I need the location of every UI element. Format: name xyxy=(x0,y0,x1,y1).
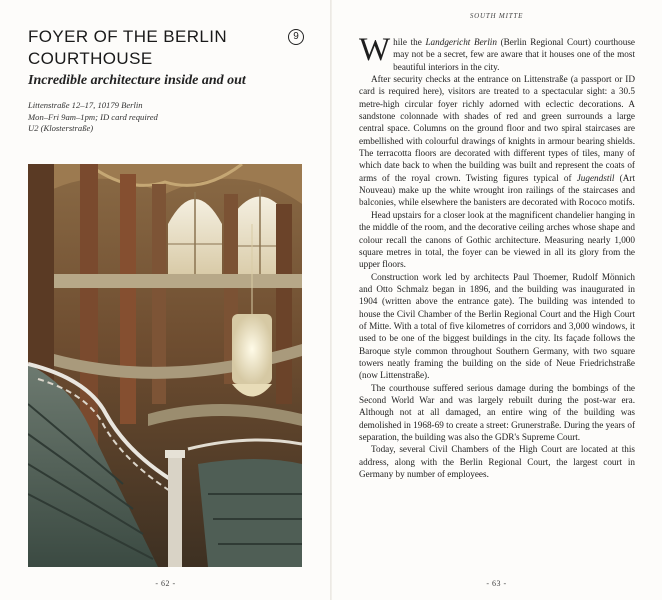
opening-hours-line: Mon–Fri 9am–1pm; ID card required xyxy=(28,111,158,122)
paragraph-5: The courthouse suffered serious damage during the bombings of the Second World War and was largely rebuilt during the post-war era. Although not at all damaged, an entire wing of the building was demolished in 1968-69 to create a street: Grunerstraße. During the years of separation, the building was also the GDR's Supreme Court. xyxy=(359,382,635,442)
transport-line: U2 (Klosterstraße) xyxy=(28,123,94,134)
article-body xyxy=(359,32,635,480)
right-page xyxy=(331,0,662,600)
paragraph-4: Construction work led by architects Paul Thoemer, Rudolf Mönnich and Otto Schmalz began in 1896, and the building was inaugurated in 1904 (written above the entrance gate). The building was intended to house the Civil Chamber of the Berlin Regional Court and the High Court of Mitte. With a total of five kilometres of corridors and 3,000 windows, it used to be one of the biggest buildings in the city. Its façade follows the Baroque style common throughout Southern Germany, with two square towers neatly framing the building on the side of Neue Friedrichstraße (now Littenstraße). xyxy=(359,271,635,381)
page-number-left: - 62 - xyxy=(155,579,176,588)
page-number-right: - 63 - xyxy=(486,579,507,588)
paragraph-3: Head upstairs for a closer look at the magnificent chandelier hanging in the middle of the room, and the decorative ceiling arches whose shape and colour recall the canons of Gothic architecture. Measuring nearly 1,000 square metres in total, the foyer can be viewed in all its glory from the upper floors. xyxy=(359,209,635,270)
paragraph-1: While the Landgericht Berlin (Berlin Regional Court) courthouse may not be a secret, few are aware that it houses one of the most beautiful interiors in the city. xyxy=(359,32,635,72)
practical-details xyxy=(28,100,308,135)
paragraph-6: Today, several Civil Chambers of the High Court are located at this address, along with the Berlin Regional Court, the largest court in Germany by number of employees. xyxy=(359,444,635,480)
running-head: SOUTH MITTE xyxy=(469,12,524,20)
entry-subtitle: Incredible architecture inside and out xyxy=(28,73,246,88)
drop-cap: W xyxy=(359,32,391,68)
address-line: Littenstraße 12–17, 10179 Berlin xyxy=(28,100,143,110)
foyer-photo xyxy=(28,164,302,567)
entry-title: FOYER OF THE BERLIN COURTHOUSE xyxy=(28,27,228,68)
entry-number-badge: 9 xyxy=(288,29,304,45)
paragraph-2: After security checks at the entrance on Littenstraße (a passport or ID card is required here), visitors are treated to a spectacular sight: a 30.5 metre-high circular foyer richly adorned with eclectic decorations. A sandstone colonnade with shades of red and green surrounds a large central space. Columns on the ground floor and two spiral staircases are embellished with colourful drawings of knights in armour bearing shields. The terracotta floors are decorated with different types of tiles, many of which date back to when the building was built and represent the coats of arms of the royal crown. Twisting figures typical of Jugendstil (Art Nouveau) make up the white wrought iron railings of the staircases and balconies, while elsewhere the banisters are decorated with Rococo motifs. xyxy=(359,74,635,208)
